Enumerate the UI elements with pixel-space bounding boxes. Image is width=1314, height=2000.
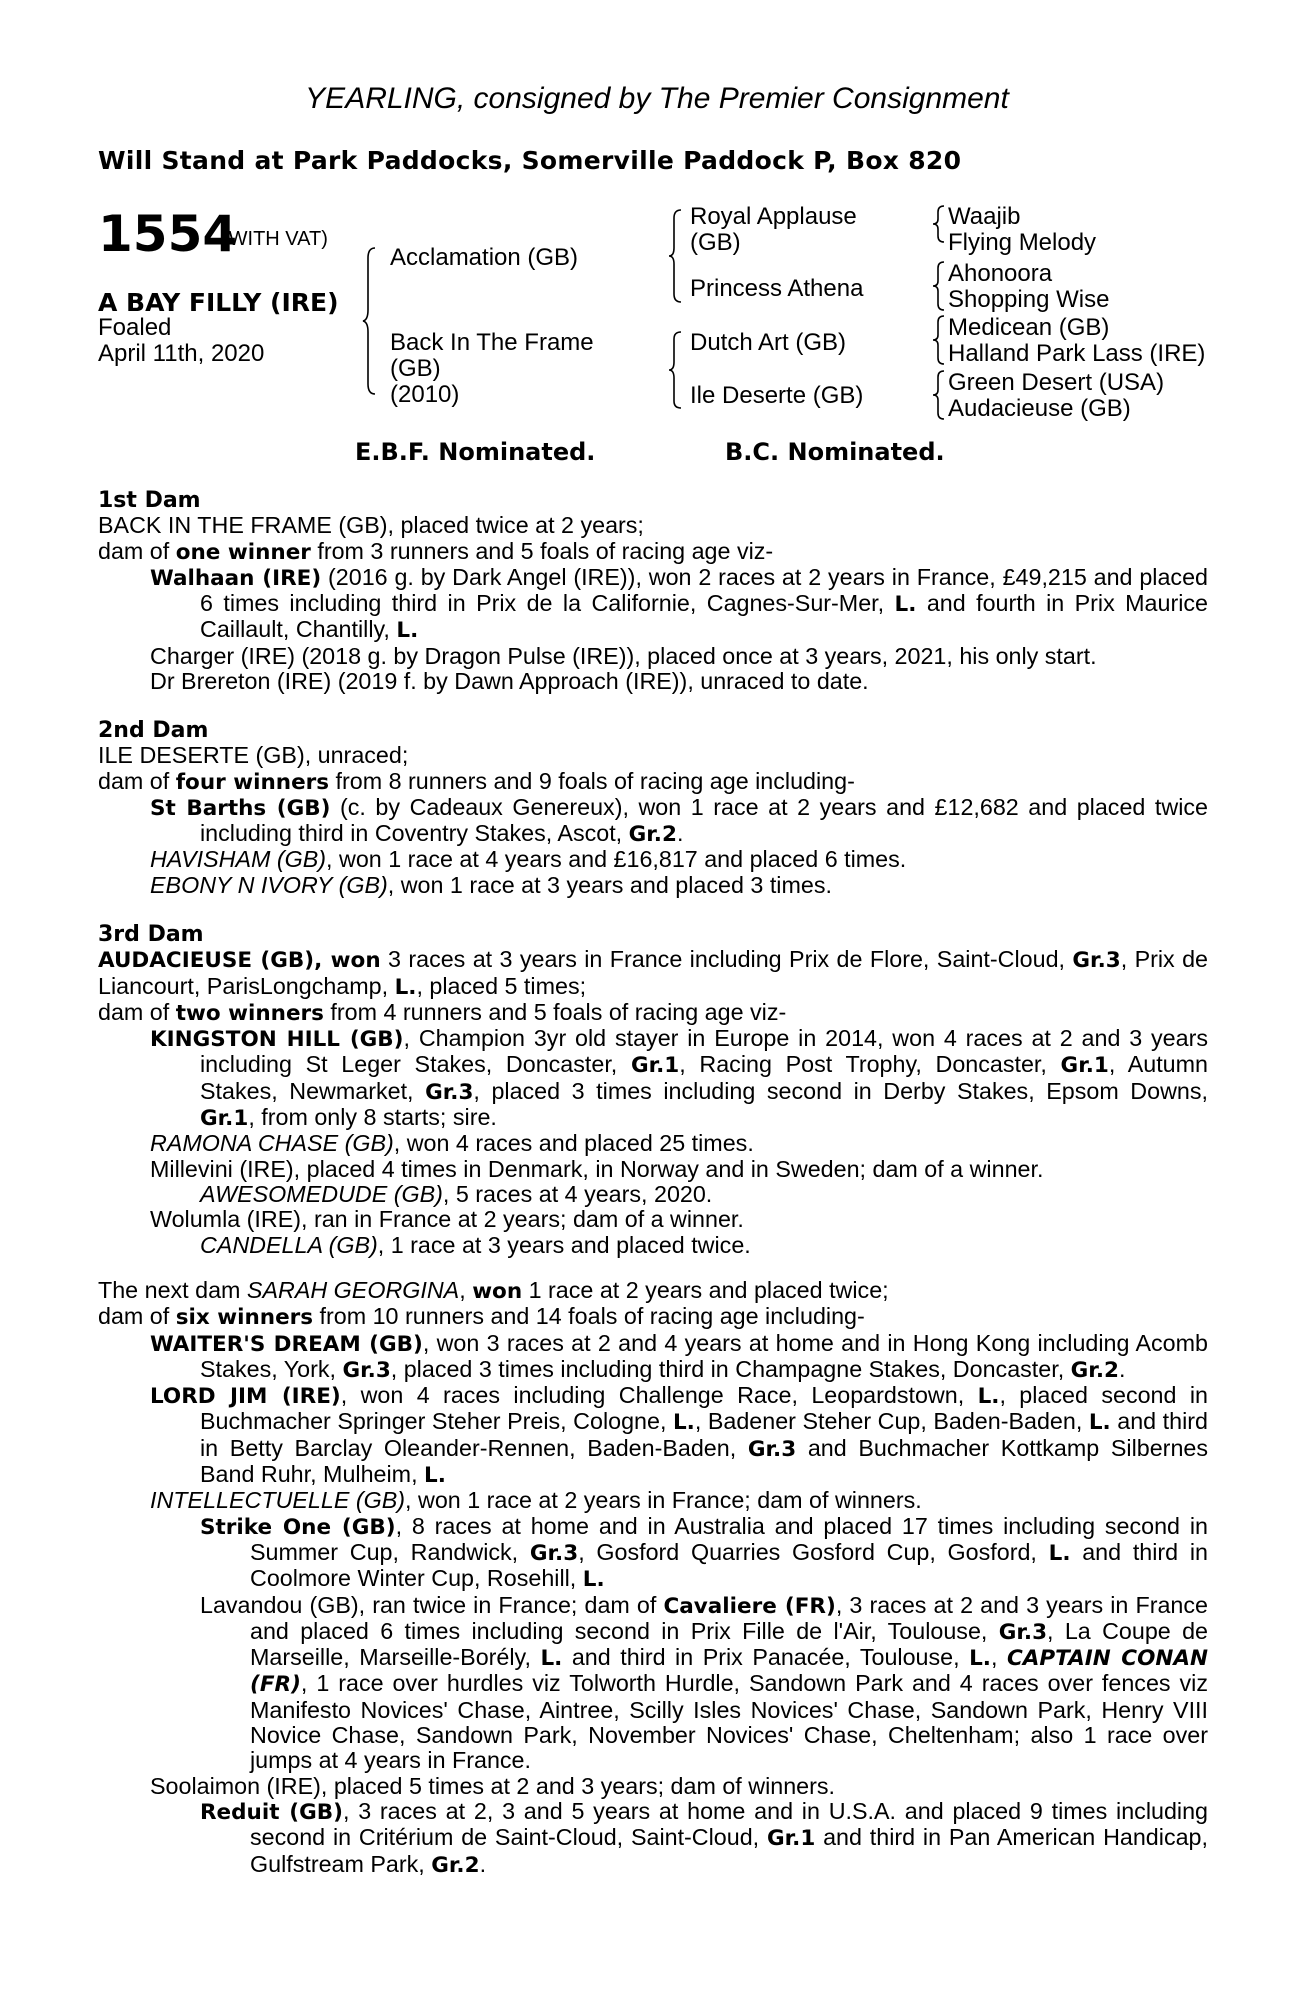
stand-location: Will Stand at Park Paddocks, Somerville Paddock P, Box 820	[98, 146, 962, 175]
pedigree-dam-year: (2010)	[390, 381, 460, 408]
produce-entry: KINGSTON HILL (GB), Champion 3yr old stayer in Europe in 2014, won 4 races at 2 and 3 years including St Leger Stakes, Doncaster, Gr.1, Racing Post Trophy, Doncaster, Gr.1, Autumn Stakes, Newmarket, Gr.3, placed 3 times including second in Derby Stakes, Epsom Downs, Gr.1, from only 8 starts; sire.	[150, 1025, 1209, 1132]
produce-entry: Walhaan (IRE) (2016 g. by Dark Angel (IRE)), won 2 races at 2 years in France, £49,215 and placed 6 times including third in Prix de la Californie, Cagnes-Sur-Mer, L. and fourth in Prix Maurice Caillault, Chantilly, L.	[150, 563, 1208, 644]
foaled-date: April 11th, 2020	[98, 340, 265, 367]
produce-summary: dam of one winner from 3 runners and 5 foals of racing age viz-	[98, 537, 774, 565]
pedigree-brace-sd	[932, 260, 946, 312]
pedigree-dam-name: Back In The Frame	[390, 329, 594, 356]
produce-entry: CANDELLA (GB), 1 race at 3 years and placed twice.	[200, 1231, 751, 1258]
produce-entry: AWESOMEDUDE (GB), 5 races at 4 years, 2020.	[200, 1180, 713, 1207]
pedigree-brace-sire	[668, 208, 684, 304]
produce-entry: LORD JIM (IRE), won 4 races including Challenge Race, Leopardstown, L., placed second in Buchmacher Springer Steher Preis, Cologne, L., Badener Steher Cup, Baden-Baden, L. and third in Betty Barclay Oleander-Rennen, Baden-Baden, Gr.3 and Buchmacher Kottkamp Silbernes Band Ruhr, Mulheim, L.	[150, 1382, 1209, 1489]
pedigree-gen3-2: Flying Melody	[948, 229, 1097, 256]
pedigree-gen3-4: Shopping Wise	[948, 286, 1110, 313]
bc-nomination: B.C. Nominated.	[725, 438, 945, 466]
foaled-label: Foaled	[98, 314, 172, 341]
pedigree-dam	[390, 330, 594, 408]
produce-summary: dam of six winners from 10 runners and 14 foals of racing age including-	[98, 1303, 865, 1331]
first-dam-section	[98, 488, 1208, 694]
pedigree-gen3-7: Green Desert (USA)	[948, 369, 1165, 396]
produce-entry: Charger (IRE) (2018 g. by Dragon Pulse (IRE)), placed once at 3 years, 2021, his only start.	[150, 642, 1097, 669]
section-title: 1st Dam	[98, 488, 201, 513]
dam-record: ILE DESERTE (GB), unraced;	[98, 742, 409, 769]
produce-entry: Dr Brereton (IRE) (2019 f. by Dawn Approach (IRE)), unraced to date.	[150, 668, 869, 695]
produce-summary: dam of two winners from 4 runners and 5 foals of racing age viz-	[98, 998, 787, 1026]
pedigree-brace-main	[362, 246, 378, 396]
section-title: 3rd Dam	[98, 922, 204, 947]
produce-entry: Wolumla (IRE), ran in France at 2 years; dam of a winner.	[150, 1206, 744, 1233]
produce-entry: INTELLECTUELLE (GB), won 1 race at 2 years in France; dam of winners.	[150, 1487, 922, 1514]
pedigree-dam-country: (GB)	[390, 355, 441, 382]
produce-entry: Strike One (GB), 8 races at home and in Australia and placed 17 times including second in Summer Cup, Randwick, Gr.3, Gosford Quarries Gosford Cup, Gosford, L. and third in Coolmore Winter Cup, Rosehill, L.	[200, 1512, 1208, 1593]
dam-record: AUDACIEUSE (GB), won 3 races at 3 years in France including Prix de Flore, Saint-Cloud, Gr.3, Prix de Liancourt, ParisLongchamp, L., placed 5 times;	[98, 946, 1209, 1000]
foaled-info	[98, 315, 264, 367]
produce-entry: St Barths (GB) (c. by Cadeaux Genereux), won 1 race at 2 years and £12,682 and placed twice including third in Coventry Stakes, Ascot, Gr.2.	[150, 793, 1208, 848]
pedigree-brace-dam	[668, 330, 684, 410]
third-dam-section	[98, 922, 1208, 1258]
produce-entry: Millevini (IRE), placed 4 times in Denmark, in Norway and in Sweden; dam of a winner.	[150, 1155, 1044, 1182]
pedigree-sire-sire	[690, 204, 857, 256]
page-heading: YEARLING, consigned by The Premier Consignment	[305, 82, 1009, 115]
pedigree-gen3-5: Medicean (GB)	[948, 314, 1110, 341]
section-title: 2nd Dam	[98, 718, 209, 743]
horse-name: A BAY FILLY (IRE)	[98, 288, 339, 317]
produce-entry: HAVISHAM (GB), won 1 race at 4 years and £16,817 and placed 6 times.	[150, 846, 907, 873]
pedigree-brace-ds	[932, 314, 946, 366]
pedigree-gen3-6: Halland Park Lass (IRE)	[948, 340, 1206, 367]
next-dam-section	[98, 1278, 1208, 1878]
second-dam-section	[98, 718, 1208, 898]
pedigree-brace-ss	[932, 204, 946, 244]
produce-entry: EBONY N IVORY (GB), won 1 race at 3 years and placed 3 times.	[150, 871, 832, 898]
vat-note: (WITH VAT)	[222, 228, 328, 250]
pedigree-sire-sire-country: (GB)	[690, 229, 741, 256]
produce-summary: dam of four winners from 8 runners and 9 foals of racing age including-	[98, 767, 855, 795]
produce-entry: WAITER'S DREAM (GB), won 3 races at 2 and 4 years at home and in Hong Kong including Acomb Stakes, York, Gr.3, placed 3 times including third in Champagne Stakes, Doncaster, Gr.2.	[150, 1329, 1208, 1383]
produce-entry: Reduit (GB), 3 races at 2, 3 and 5 years at home and in U.S.A. and placed 9 times including second in Critérium de Saint-Cloud, Saint-Cloud, Gr.1 and third in Pan American Handicap, Gulfstream Park, Gr.2.	[200, 1797, 1208, 1878]
pedigree-brace-dd	[932, 369, 946, 421]
pedigree-gen3-1: Waajib	[948, 203, 1021, 230]
dam-record: BACK IN THE FRAME (GB), placed twice at 2 years;	[98, 512, 644, 539]
pedigree-gen3-3: Ahonoora	[948, 260, 1053, 287]
produce-entry: Soolaimon (IRE), placed 5 times at 2 and 3 years; dam of winners.	[150, 1772, 835, 1799]
pedigree-dam-sire: Dutch Art (GB)	[690, 329, 847, 356]
produce-entry: RAMONA CHASE (GB), won 4 races and placed 25 times.	[150, 1130, 754, 1157]
produce-entry: Lavandou (GB), ran twice in France; dam of Cavaliere (FR), 3 races at 2 and 3 years in France and placed 6 times including second in Prix Fille de l'Air, Toulouse, Gr.3, La Coupe de Marseille, Marseille-Borély, L. and third in Prix Panacée, Toulouse, L., CAPTAIN CONAN (FR), 1 race over hurdles viz Tolworth Hurdle, Sandown Park and 4 races over fences viz Manifesto Novices' Chase, Aintree, Scilly Isles Novices' Chase, Sandown Park, Henry VIII Novice Chase, Sandown Park, November Novices' Chase, Cheltenham; also 1 race over jumps at 4 years in France.	[200, 1591, 1208, 1774]
pedigree-dam-dam: Ile Deserte (GB)	[690, 382, 864, 409]
ebf-nomination: E.B.F. Nominated.	[355, 438, 596, 466]
pedigree-sire-dam: Princess Athena	[690, 275, 864, 302]
lot-number: 1554	[98, 205, 238, 263]
pedigree-sire: Acclamation (GB)	[390, 244, 579, 271]
pedigree-gen3-8: Audacieuse (GB)	[948, 395, 1131, 422]
dam-record: The next dam SARAH GEORGINA, won 1 race at 2 years and placed twice;	[98, 1277, 889, 1304]
pedigree-sire-sire-name: Royal Applause	[690, 203, 857, 230]
